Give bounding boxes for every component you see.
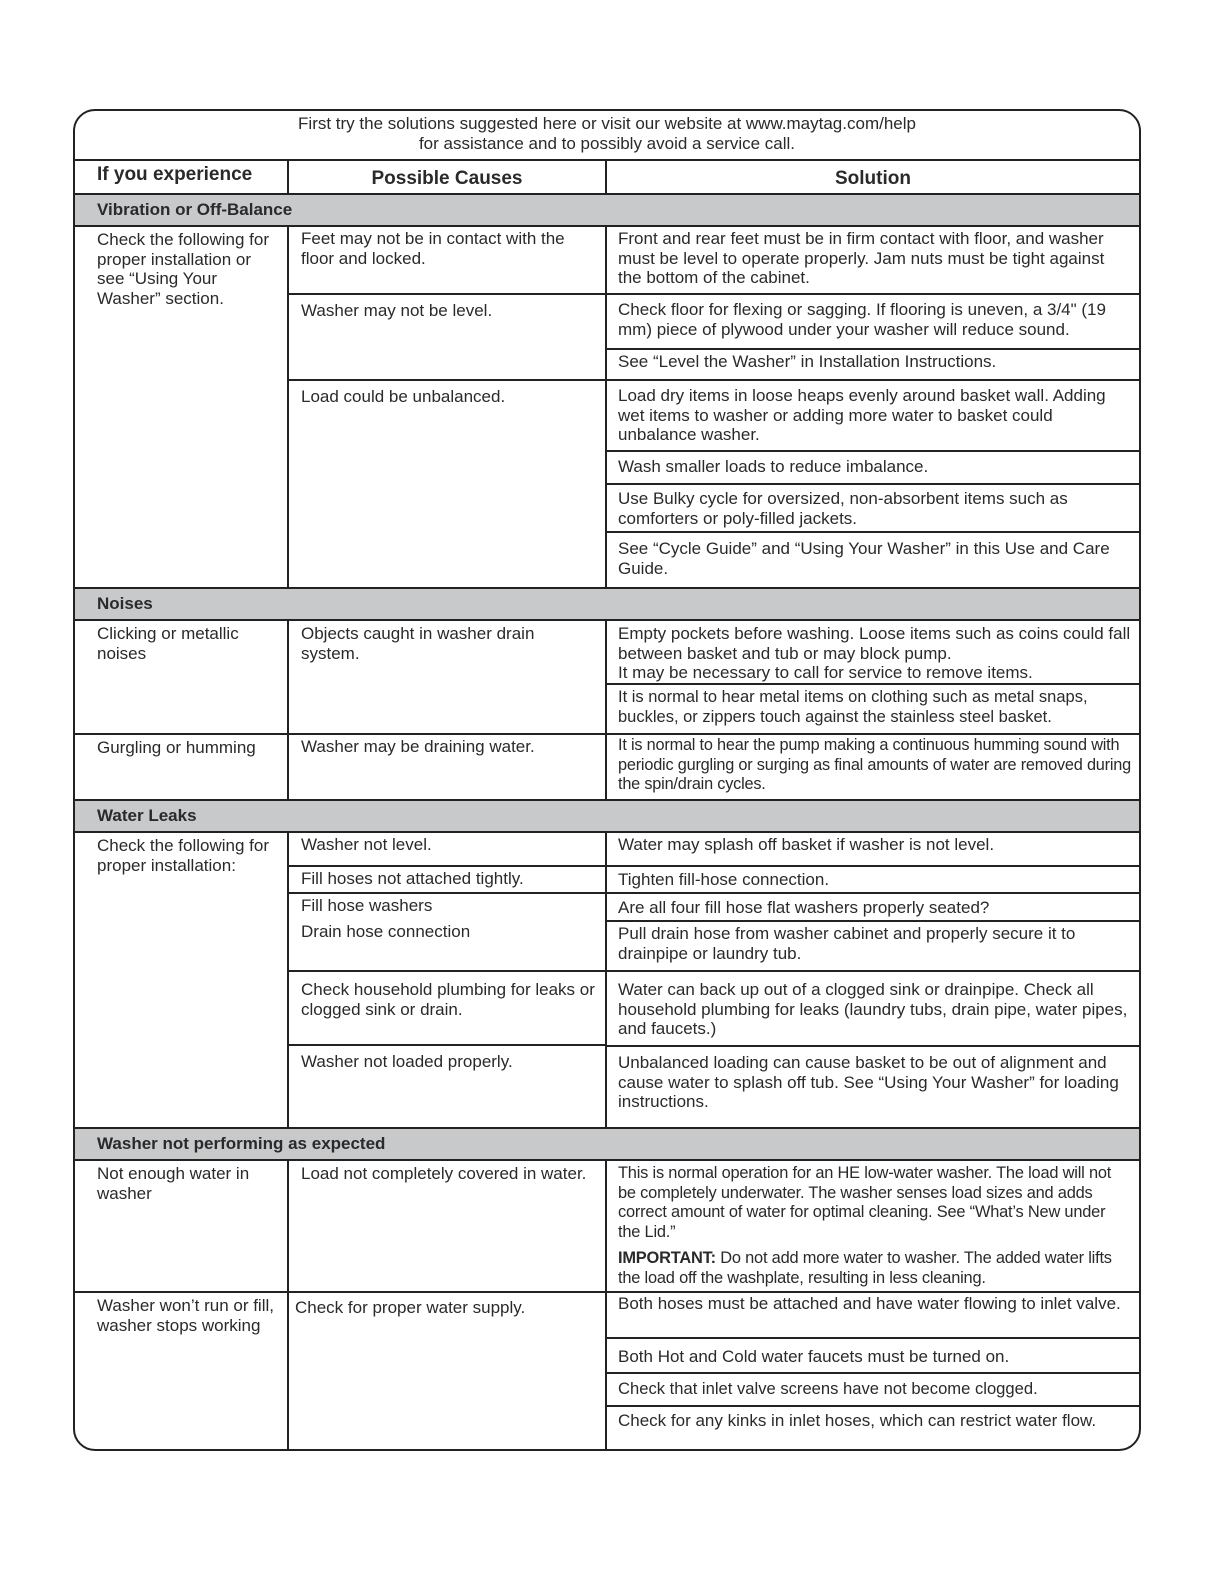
solution-empty-pockets <box>607 621 1139 685</box>
solution-pump-humming: It is normal to hear the pump making a continuous humming sound with periodic gurgling or surging as final amounts of water are removed during the spin/drain cycles. <box>618 736 1132 793</box>
table-grid <box>75 161 1139 1451</box>
cause-not-covered: Load not completely covered in water. <box>301 1164 587 1183</box>
important-text: Do not add more water to washer. The added water lifts the load off the washplate, resulting in less cleaning. <box>618 1249 1112 1287</box>
causes-vibration <box>289 227 607 589</box>
solution-level-washer: See “Level the Washer” in Installation Instructions. <box>607 350 1139 381</box>
intro-note <box>75 111 1139 161</box>
issue-vibration: Check the following for proper installation or see “Using Your Washer” section. <box>75 227 289 589</box>
important-label: IMPORTANT: <box>618 1249 716 1267</box>
solution-metal-items: It is normal to hear metal items on clothing such as metal snaps, buckles, or zippers touch against the stainless steel basket. <box>618 688 1088 726</box>
section-noises-title: Noises <box>75 589 1139 621</box>
cause-draining: Washer may be draining water. <box>301 737 535 756</box>
solution-splash: Water may splash off basket if washer is not level. <box>607 833 1139 867</box>
header-experience: If you experience <box>75 161 289 195</box>
important-note <box>618 1249 1131 1288</box>
solutions-leaks <box>607 833 1139 1129</box>
cause-drain-hose: Drain hose connection <box>289 921 605 972</box>
intro-line-2: for assistance and to possibly avoid a service call. <box>418 133 796 153</box>
causes-leaks <box>289 833 607 1129</box>
cause-objects-caught: Objects caught in washer drain system. <box>301 624 535 663</box>
solution-smaller-loads: Wash smaller loads to reduce imbalance. <box>607 452 1139 485</box>
troubleshooting-table <box>73 109 1141 1451</box>
header-solution: Solution <box>607 161 1139 195</box>
solution-call-service-text: It may be necessary to call for service to remove items. <box>618 663 1033 682</box>
cause-not-level-leak: Washer not level. <box>289 833 605 867</box>
header-causes: Possible Causes <box>289 161 607 195</box>
issue-leaks: Check the following for proper installation: <box>75 833 289 1129</box>
issue-wont-run: Washer won’t run or fill, washer stops working <box>75 1293 289 1451</box>
cause-plumbing: Check household plumbing for leaks or clogged sink or drain. <box>289 972 605 1046</box>
solution-tighten: Tighten fill-hose connection. <box>607 867 1139 894</box>
solution-drain-hose: Pull drain hose from washer cabinet and properly secure it to drainpipe or laundry tub. <box>607 922 1139 972</box>
section-leaks-title: Water Leaks <box>75 801 1139 833</box>
solution-bulky-cycle: Use Bulky cycle for oversized, non-absorbent items such as comforters or poly-filled jackets. <box>607 485 1139 533</box>
solution-cycle-guide: See “Cycle Guide” and “Using Your Washer” in this Use and Care Guide. <box>618 539 1110 578</box>
solution-he-normal <box>607 1161 1139 1291</box>
causes-clicking <box>289 621 607 735</box>
causes-not-enough-water <box>289 1161 607 1293</box>
solution-flat-washers: Are all four fill hose flat washers properly seated? <box>607 894 1139 922</box>
solutions-vibration <box>607 227 1139 589</box>
cause-not-level: Washer may not be level. <box>289 295 605 381</box>
cause-fill-hoses: Fill hoses not attached tightly. <box>289 867 605 894</box>
causes-wont-run <box>289 1293 607 1451</box>
cause-water-supply: Check for proper water supply. <box>295 1298 526 1317</box>
issue-clicking: Clicking or metallic noises <box>75 621 289 735</box>
solution-load-dry: Load dry items in loose heaps evenly around basket wall. Adding wet items to washer or adding more water to basket could unbalance washer. <box>607 381 1139 452</box>
cause-unbalanced: Load could be unbalanced. <box>301 387 506 406</box>
section-vibration-title: Vibration or Off-Balance <box>75 195 1139 227</box>
section-performance-title: Washer not performing as expected <box>75 1129 1139 1161</box>
solution-he-normal-text: This is normal operation for an HE low-water washer. The load will not be completely underwater. The washer senses load sizes and adds correct amount of water for optimal cleaning. See “What’s New under the Lid.” <box>618 1164 1112 1241</box>
issue-not-enough-water: Not enough water in washer <box>75 1161 289 1293</box>
solutions-wont-run <box>607 1293 1139 1451</box>
solutions-gurgling <box>607 735 1139 801</box>
solution-floor: Check floor for flexing or sagging. If flooring is uneven, a 3/4" (19 mm) piece of plywood under your washer will reduce sound. <box>607 295 1139 350</box>
solution-kinks: Check for any kinks in inlet hoses, which can restrict water flow. <box>618 1411 1097 1430</box>
solution-feet: Front and rear feet must be in firm contact with floor, and washer must be level to operate properly. Jam nuts must be tight against the bottom of the cabinet. <box>607 227 1139 295</box>
cause-feet: Feet may not be in contact with the floor and locked. <box>289 227 605 295</box>
solution-faucets-on: Both Hot and Cold water faucets must be turned on. <box>607 1339 1139 1374</box>
cause-not-loaded: Washer not loaded properly. <box>301 1052 513 1071</box>
intro-line-1: First try the solutions suggested here or visit our website at www.maytag.com/help <box>298 114 916 133</box>
solution-empty-pockets-text: Empty pockets before washing. Loose items such as coins could fall between basket and tub or may block pump. <box>618 624 1131 663</box>
cause-fill-hose-washers: Fill hose washers <box>301 896 433 915</box>
causes-gurgling <box>289 735 607 801</box>
issue-gurgling: Gurgling or humming <box>75 735 289 801</box>
solution-unbalanced-loading: Unbalanced loading can cause basket to be out of alignment and cause water to splash off tub. See “Using Your Washer” for loading instructions. <box>618 1053 1119 1111</box>
solution-hoses-attached: Both hoses must be attached and have water flowing to inlet valve. <box>607 1293 1139 1339</box>
solution-inlet-screens: Check that inlet valve screens have not become clogged. <box>607 1374 1139 1407</box>
solutions-not-enough-water <box>607 1161 1139 1293</box>
solutions-clicking <box>607 621 1139 735</box>
solution-back-up: Water can back up out of a clogged sink or drainpipe. Check all household plumbing for leaks (laundry tubs, drain pipe, water pipes, and faucets.) <box>607 972 1139 1047</box>
